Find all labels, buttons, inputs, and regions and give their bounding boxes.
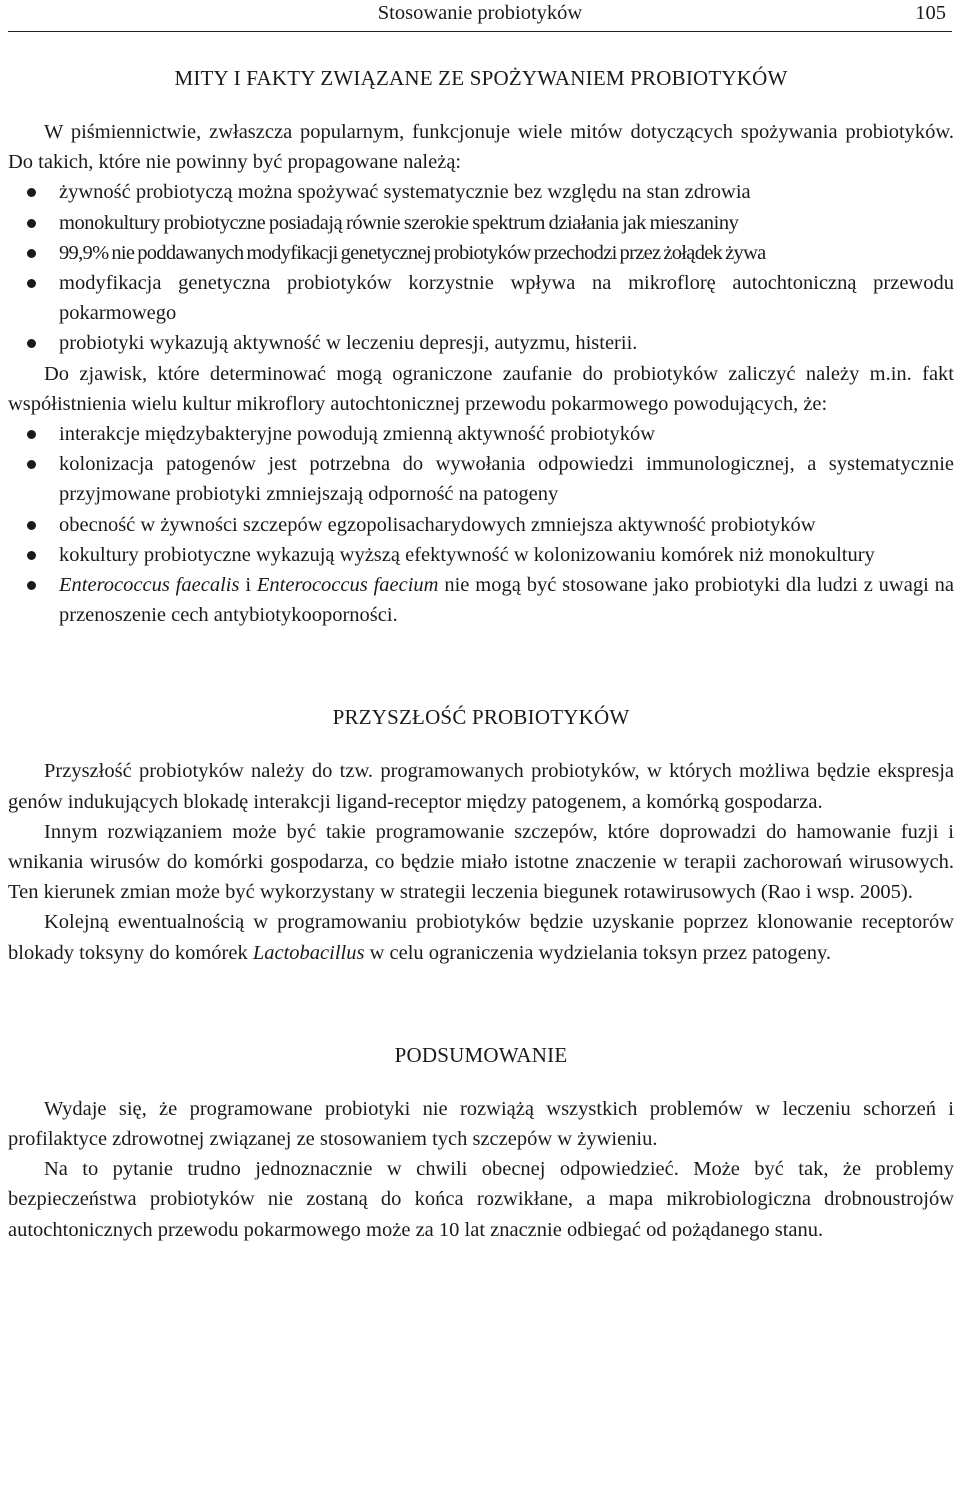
section-title-future: PRZYSZŁOŚĆ PROBIOTYKÓW [332,705,630,730]
list-item: kokultury probiotyczne wykazują wyższą efektywność w kolonizowaniu komórek niż monokultury [8,540,954,570]
bullet-icon [27,219,36,228]
species-name: Enterococcus faecium [256,574,439,597]
paragraph: Kolejną ewentualnością w programowaniu probiotyków będzie uzyskanie poprzez klonowanie receptorów blokady toksyny do komórek Lactobacillus w celu ograniczenia wydzielania toksyn przez patogeny. [8,911,954,964]
bullet-icon [27,188,36,197]
list-item: monokultury probiotyczne posiadają równie szerokie spektrum działania jak mieszaniny [8,208,954,238]
list-item: probiotyki wykazują aktywność w leczeniu depresji, autyzmu, histerii. [8,328,954,358]
bullet-icon [27,339,36,348]
paragraph: Na to pytanie trudno jednoznacznie w chwili obecnej odpowiedzieć. Może być tak, że problemy bezpieczeństwa probiotyków nie zostaną do końca rozwikłane, a mapa mikrobiologiczna drobnoustrojów autochtonicznych przewodu pokarmowego może za 10 lat znacznie odbiegać od pożądanego stanu. [8,1158,954,1241]
bullet-icon [27,581,36,590]
myths-intro-paragraph: W piśmiennictwie, zwłaszcza popularnym, funkcjonuje wiele mitów dotyczących spożywania probiotyków. Do takich, które nie powinny być propagowane należą: [8,121,954,174]
facts-intro-paragraph: Do zjawisk, które determinować mogą ograniczone zaufanie do probiotyków zaliczyć należy m.in. fakt współistnienia wielu kultur mikroflory autochtonicznej przewodu pokarmowego powodujących, że: [8,362,954,415]
paragraph: Przyszłość probiotyków należy do tzw. programowanych probiotyków, w których możliwa będzie ekspresja genów indukujących blokadę interakcji ligand-receptor między patogenem, a komórką gospodarza. [8,760,954,813]
myths-list [8,177,954,358]
list-item: interakcje międzybakteryjne powodują zmienną aktywność probiotyków [8,419,954,449]
list-item: modyfikacja genetyczna probiotyków korzystnie wpływa na mikroflorę autochtoniczną przewodu pokarmowego [8,268,954,328]
species-name: Enterococcus faecalis [59,574,240,597]
bullet-icon [27,460,36,469]
bullet-icon [27,249,36,258]
genus-name: Lactobacillus [252,941,365,964]
running-head-title: Stosowanie probiotyków [377,2,583,24]
bullet-icon [27,521,36,530]
page-number: 105 [915,2,946,24]
section-title-myths: MITY I FAKTY ZWIĄZANE ZE SPOŻYWANIEM PROBIOTYKÓW [174,66,788,90]
running-header [8,0,952,32]
bullet-icon [27,430,36,439]
page-body [8,63,954,1245]
facts-list [8,419,954,630]
list-item: obecność w żywności szczepów egzopolisacharydowych zmniejsza aktywność probiotyków [8,510,954,540]
section-title-summary: PODSUMOWANIE [394,1042,568,1067]
list-item: żywność probiotyczą można spożywać systematycznie bez względu na stan zdrowia [8,177,954,207]
list-item: kolonizacja patogenów jest potrzebna do wywołania odpowiedzi immunologicznej, a systematycznie przyjmowane probiotyki zmniejszają odporność na patogeny [8,449,954,509]
paragraph: Wydaje się, że programowane probiotyki nie rozwiążą wszystkich problemów w leczeniu schorzeń i profilaktyce zdrowotnej związanej ze stosowaniem tych szczepów w żywieniu. [8,1097,954,1151]
bullet-icon [27,279,36,288]
paragraph: Innym rozwiązaniem może być takie programowanie szczepów, które doprowadzi do hamowanie fuzji i wnikania wirusów do komórki gospodarza, co będzie miało istotne znaczenie w terapii zachorowań wirusowych. Ten kierunek zmian może być wykorzystany w strategii leczenia biegunek rotawirusowych (Rao i wsp. 2005). [8,820,954,904]
list-item: Enterococcus faecalis i Enterococcus faecium nie mogą być stosowane jako probiotyki dla ludzi z uwagi na przenoszenie cech antybiotykooporności. [8,570,954,630]
bullet-icon [27,551,36,560]
list-item: 99,9% nie poddawanych modyfikacji genetycznej probiotyków przechodzi przez żołądek żywa [8,238,954,268]
